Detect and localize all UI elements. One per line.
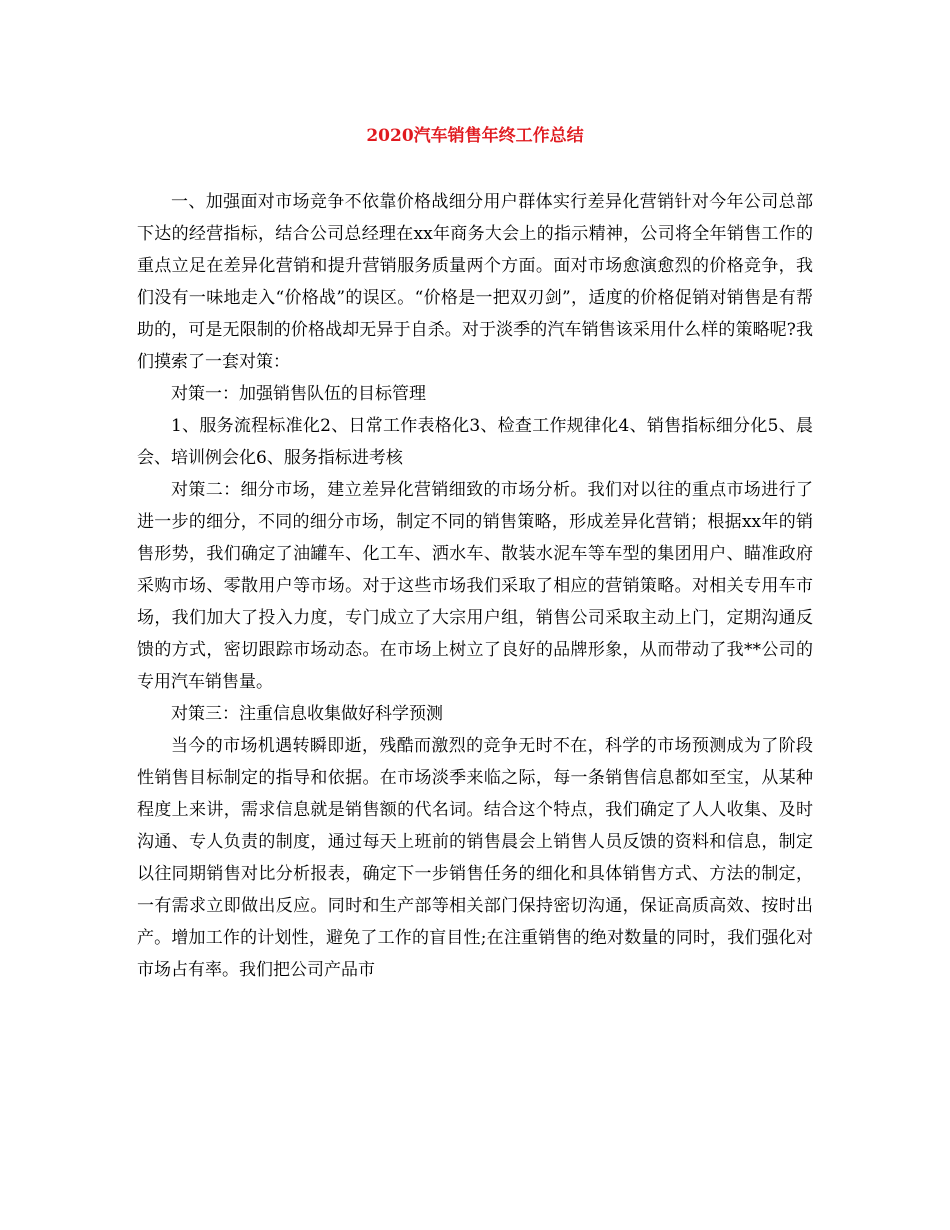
paragraph-strategy-3-heading: 对策三：注重信息收集做好科学预测 — [171, 704, 443, 724]
paragraph-strategy-1-heading: 对策一：加强销售队伍的目标管理 — [171, 384, 426, 404]
paragraph-strategy-3-body: 当今的市场机遇转瞬即逝，残酷而激烈的竞争无时不在，科学的市场预测成为了阶段性销售目标制定的指导和依据。在市场淡季来临之际，每一条销售信息都如至宝，从某种程度上来讲，需求信息就是销售额的代名词。结合这个特点，我们确定了人人收集、及时沟通、专人负责的制度，通过每天上班前的销售晨会上销售人员反馈的资料和信息，制定以往同期销售对比分析报表，确定下一步销售任务的细化和具体销售方式、方法的制定，一有需求立即做出反应。同时和生产部等相关部门保持密切沟通，保证高质高效、按时出产。增加工作的计划性，避免了工作的盲目性;在注重销售的绝对数量的同时，我们强化对市场占有率。我们把公司产品市 — [137, 736, 813, 980]
document-body — [137, 186, 813, 986]
paragraph-strategy-2: 对策二：细分市场，建立差异化营销细致的市场分析。我们对以往的重点市场进行了进一步的细分，不同的细分市场，制定不同的销售策略，形成差异化营销；根据xx年的销售形势，我们确定了油罐车、化工车、洒水车、散装水泥车等车型的集团用户、瞄准政府采购市场、零散用户等市场。对于这些市场我们采取了相应的营销策略。对相关专用车市场，我们加大了投入力度，专门成立了大宗用户组，销售公司采取主动上门，定期沟通反馈的方式，密切跟踪市场动态。在市场上树立了良好的品牌形象，从而带动了我**公司的专用汽车销售量。 — [137, 480, 813, 692]
paragraph-intro: 一、加强面对市场竞争不依靠价格战细分用户群体实行差异化营销针对今年公司总部下达的经营指标，结合公司总经理在xx年商务大会上的指示精神，公司将全年销售工作的重点立足在差异化营销和提升营销服务质量两个方面。面对市场愈演愈烈的价格竞争，我们没有一味地走入“价格战”的误区。“价格是一把双刃剑”，适度的价格促销对销售是有帮助的，可是无限制的价格战却无异于自杀。对于淡季的汽车销售该采用什么样的策略呢?我们摸索了一套对策： — [137, 192, 813, 372]
paragraph-strategy-1-list: 1、服务流程标准化2、日常工作表格化3、检查工作规律化4、销售指标细分化5、晨会、培训例会化6、服务指标进考核 — [137, 416, 813, 468]
document-title: 2020汽车销售年终工作总结 — [366, 126, 584, 146]
